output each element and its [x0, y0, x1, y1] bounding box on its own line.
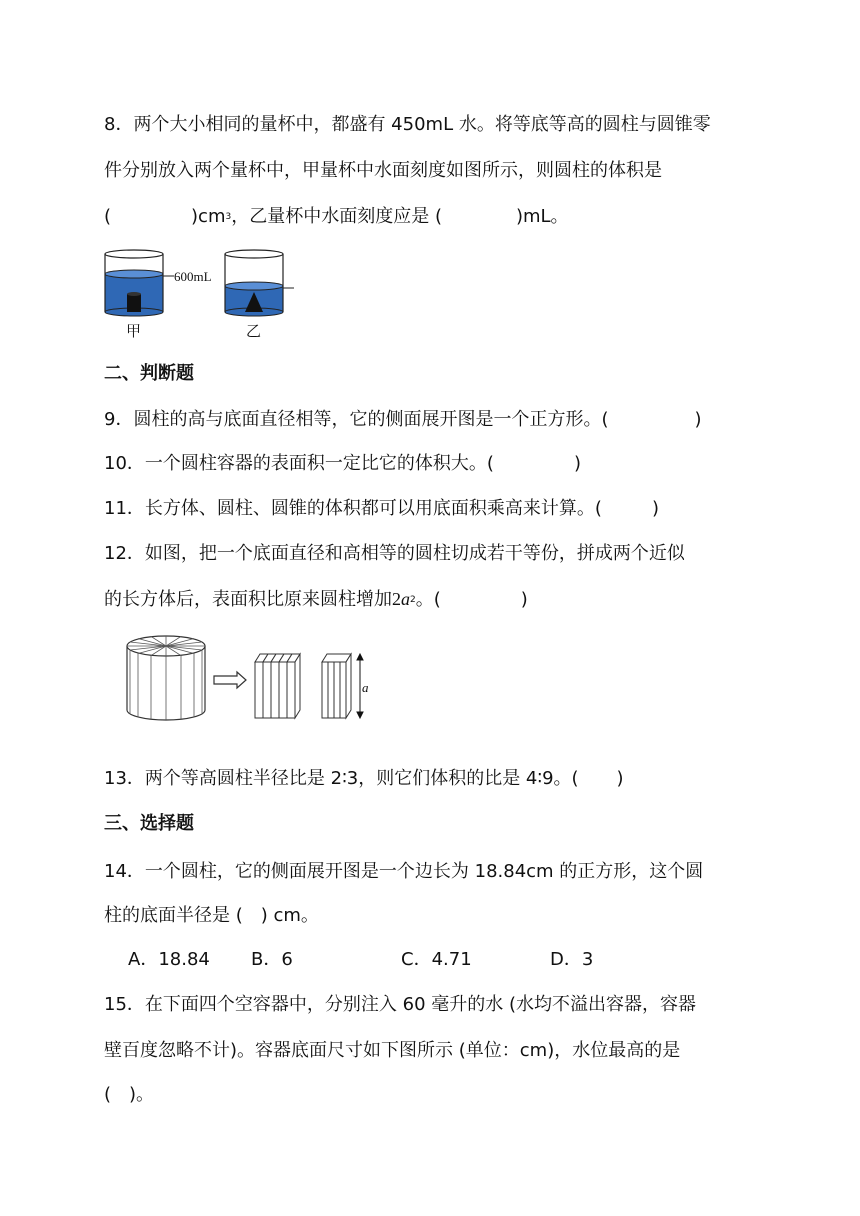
option-c[interactable]: C．4.71	[401, 949, 472, 970]
q8-unit-exponent: 3	[225, 212, 232, 222]
q8-unit: )cm	[191, 206, 226, 227]
question-q13	[104, 767, 624, 791]
question-q11	[104, 497, 659, 521]
measuring-cups-figure	[100, 246, 300, 342]
q15-text-3: ( )。	[104, 1084, 155, 1105]
q9-close: )	[694, 409, 702, 430]
question-q9	[104, 408, 702, 432]
water-surface-yi	[225, 282, 283, 290]
section-heading	[104, 362, 194, 386]
q11-text: 11．长方体、圆柱、圆锥的体积都可以用底面积乘高来计算。(	[104, 498, 602, 519]
mark-label: 600mL	[174, 269, 212, 284]
q9-text: 9．圆柱的高与底面直径相等，它的侧面展开图是一个正方形。(	[104, 409, 609, 430]
expr-exponent: 2	[410, 595, 416, 605]
section-title: 二、判断题	[104, 363, 194, 384]
q10-text: 10．一个圆柱容器的表面积一定比它的体积大。(	[104, 453, 494, 474]
q12-close: )	[520, 589, 528, 610]
question-q15-line2	[104, 1039, 680, 1063]
cup-yi	[225, 250, 294, 340]
option-b[interactable]: B．6	[251, 949, 293, 970]
q12-text-2: 的长方体后，表面积比原来圆柱增加	[104, 589, 392, 610]
question-q15-line3	[104, 1083, 154, 1107]
cup-label-jia: 甲	[126, 322, 142, 340]
q10-close: )	[573, 453, 581, 474]
rearranged-block-2	[322, 654, 351, 718]
q8-text-3: ，乙量杯中水面刻度应是 (	[231, 206, 442, 227]
right-arrow-icon	[214, 672, 246, 688]
question-q15-line1	[104, 993, 696, 1017]
sliced-cylinder	[127, 636, 205, 720]
q8-line3	[104, 205, 569, 229]
side-label: a	[362, 680, 369, 695]
q8-text-2: 件分别放入两个量杯中，甲量杯中水面刻度如图所示，则圆柱的体积是	[104, 160, 662, 181]
cup-label-yi: 乙	[246, 322, 262, 340]
q13-text: 13．两个等高圆柱半径比是 2∶3，则它们体积的比是 4∶9。(	[104, 768, 579, 789]
q8-text-1: 8．两个大小相同的量杯中，都盛有 450mL 水。将等底等高的圆柱与圆锥零	[104, 114, 711, 135]
question-q12-line2	[104, 587, 528, 612]
q8-line1	[104, 113, 711, 137]
q12-text-1: 12．如图，把一个底面直径和高相等的圆柱切成若干等份，拼成两个近似	[104, 543, 685, 564]
q14-text-1: 14．一个圆柱，它的侧面展开图是一个边长为 18.84cm 的正方形，这个圆	[104, 861, 704, 882]
question-q12-line1	[104, 542, 685, 566]
q11-close: )	[651, 498, 659, 519]
q12-text-end: 。(	[415, 589, 441, 610]
expr-coefficient: 2	[392, 589, 401, 609]
water-surface-jia	[105, 270, 163, 278]
q15-text-2: 壁百度忽略不计)。容器底面尺寸如下图所示 (单位：cm)，水位最高的是	[104, 1040, 681, 1061]
q14-text-2: 柱的底面半径是 ( ) cm。	[104, 905, 319, 926]
expr-variable: a	[401, 589, 410, 609]
option-a[interactable]: A．18.84	[128, 949, 210, 970]
q8-text-end: )mL。	[515, 206, 569, 227]
cylinder-part	[127, 294, 141, 312]
cylinder-rearrange-figure	[124, 632, 384, 724]
question-q14-line2	[104, 904, 319, 928]
q14-options	[0, 948, 860, 972]
question-q10	[104, 452, 581, 476]
rearranged-block-1	[255, 654, 300, 718]
section-title: 三、选择题	[104, 813, 194, 834]
section-heading	[104, 812, 194, 836]
option-d[interactable]: D．3	[550, 949, 594, 970]
q15-text-1: 15．在下面四个空容器中，分别注入 60 毫升的水 (水均不溢出容器，容器	[104, 994, 696, 1015]
q8-blank-open: (	[104, 206, 112, 227]
question-q14-line1	[104, 860, 703, 884]
cup-jia	[105, 250, 212, 340]
q13-close: )	[616, 768, 624, 789]
q8-line2	[104, 159, 662, 183]
